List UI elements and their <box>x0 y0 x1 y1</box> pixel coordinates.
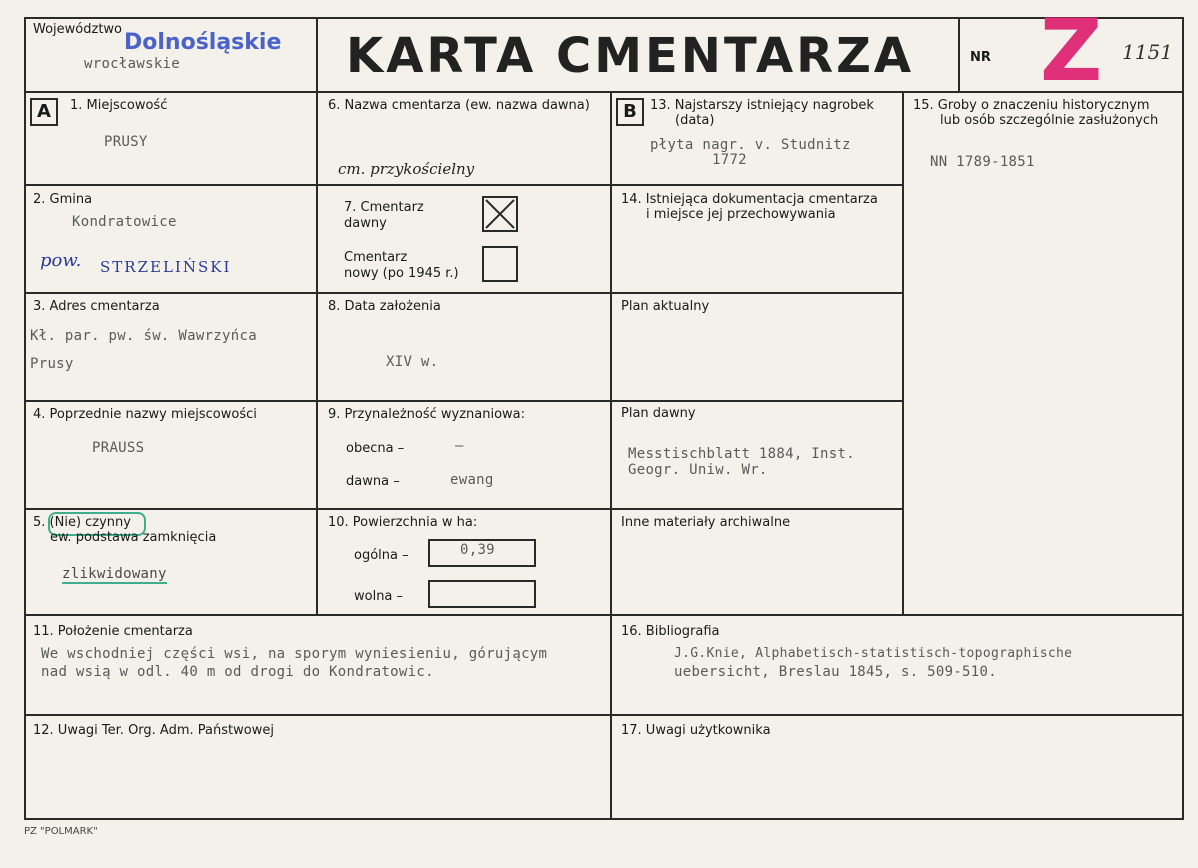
field-7-label: 7. Cmentarz <box>344 200 424 215</box>
field-10-ogolna-label: ogólna – <box>354 548 409 563</box>
field-9-obecna-label: obecna – <box>346 441 405 456</box>
grid-line <box>24 184 614 186</box>
field-16-line1: J.G.Knie, Alphabetisch-statistisch-topographische <box>674 646 1073 661</box>
wolna-field[interactable] <box>428 580 536 608</box>
wojewodztwo-old: wrocławskie <box>84 56 181 72</box>
field-6-label: 6. Nazwa cmentarza (ew. nazwa dawna) <box>328 98 590 113</box>
ogolna-field[interactable] <box>428 539 536 567</box>
grid-line <box>958 17 960 92</box>
ogolna-value: 0,39 <box>460 542 495 558</box>
grid-line <box>316 17 318 614</box>
field-1-value: PRUSY <box>104 134 148 150</box>
field-13-line1: płyta nagr. v. Studnitz <box>650 137 851 153</box>
field-10-label: 10. Powierzchnia w ha: <box>328 515 478 530</box>
nr-label: NR <box>970 50 991 65</box>
field-3-label: 3. Adres cmentarza <box>33 299 160 314</box>
field-4-value: PRAUSS <box>92 440 145 456</box>
field-13-line2: 1772 <box>712 152 747 168</box>
grid-line <box>24 614 1184 616</box>
field-14-label2: i miejsce jej przechowywania <box>646 207 836 222</box>
grid-line <box>24 17 26 820</box>
section-a-tag: A <box>30 98 58 126</box>
grid-line <box>1182 17 1184 820</box>
field-2-value: Kondratowice <box>72 214 177 230</box>
printer-imprint: PZ "POLMARK" <box>24 826 98 837</box>
field-15-label2: lub osób szczególnie zasłużonych <box>940 113 1159 128</box>
field-16-line2: uebersicht, Breslau 1845, s. 509-510. <box>674 664 997 680</box>
field-15-value: NN 1789-1851 <box>930 154 1035 170</box>
dawny-checkbox[interactable] <box>482 196 518 232</box>
field-9-label: 9. Przynależność wyznaniowa: <box>328 407 526 422</box>
field-13-label2: (data) <box>675 113 715 128</box>
field-14-label: 14. Istniejąca dokumentacja cmentarza <box>621 192 878 207</box>
plan-aktualny-label: Plan aktualny <box>621 299 710 314</box>
wojewodztwo-stamp: Dolnośląskie <box>124 30 282 55</box>
nr-letter: Z <box>1040 1 1103 101</box>
grid-line <box>24 508 904 510</box>
field-7-nowy-label: Cmentarz <box>344 250 408 265</box>
field-9-obecna-value: – <box>455 438 464 454</box>
field-5-value: zlikwidowany <box>62 566 167 582</box>
grid-line <box>24 818 1184 820</box>
nowy-checkbox[interactable] <box>482 246 518 282</box>
grid-line <box>610 184 904 186</box>
field-6-value: cm. przykościelny <box>338 160 475 178</box>
field-16-label: 16. Bibliografia <box>621 624 720 639</box>
field-11-line2: nad wsią w odl. 40 m od drogi do Kondratowic. <box>41 664 434 680</box>
grid-line <box>24 714 1184 716</box>
field-8-value: XIV w. <box>386 354 439 370</box>
field-7-dawny: dawny <box>344 216 387 231</box>
field-4-label: 4. Poprzednie nazwy miejscowości <box>33 407 257 422</box>
field-11-label: 11. Położenie cmentarza <box>33 624 193 639</box>
grid-line <box>24 17 1184 19</box>
plan-dawny-label: Plan dawny <box>621 406 696 421</box>
field-11-line1: We wschodniej części wsi, na sporym wyniesieniu, górującym <box>41 646 548 662</box>
field-10-wolna-label: wolna – <box>354 589 404 604</box>
plan-dawny-line1: Messtischblatt 1884, Inst. <box>628 446 855 462</box>
field-12-label: 12. Uwagi Ter. Org. Adm. Państwowej <box>33 723 274 738</box>
grid-line <box>610 91 612 818</box>
field-3-line1: Kł. par. pw. św. Wawrzyńca <box>30 328 257 344</box>
grid-line <box>902 91 904 614</box>
grid-line <box>24 400 904 402</box>
grid-line <box>24 91 1184 93</box>
field-5-sub: ew. podstawa zamknięcia <box>50 530 217 545</box>
checkbox-x-icon <box>484 198 516 230</box>
card-title: KARTA CMENTARZA <box>346 28 915 84</box>
field-2-pow-value: STRZELIŃSKI <box>100 258 232 276</box>
field-15-label: 15. Groby o znaczeniu historycznym <box>913 98 1150 113</box>
field-9-dawna-label: dawna – <box>346 474 400 489</box>
field-7-nowy: nowy (po 1945 r.) <box>344 266 459 281</box>
field-13-label: 13. Najstarszy istniejący nagrobek <box>650 98 874 113</box>
field-3-line2: Prusy <box>30 356 74 372</box>
field-1-label: 1. Miejscowość <box>70 98 168 113</box>
section-b-tag: B <box>616 98 644 126</box>
field-2-pow-prefix: pow. <box>40 250 82 271</box>
field-9-dawna-value: ewang <box>450 472 494 488</box>
field-8-label: 8. Data założenia <box>328 299 441 314</box>
plan-dawny-line2: Geogr. Uniw. Wr. <box>628 462 768 478</box>
wojewodztwo-label: Województwo <box>33 22 123 37</box>
field-17-label: 17. Uwagi użytkownika <box>621 723 771 738</box>
grid-line <box>24 292 904 294</box>
nr-value: 1151 <box>1122 40 1173 64</box>
field-5-label: 5. (Nie) czynny <box>33 515 131 530</box>
field-2-label: 2. Gmina <box>33 192 93 207</box>
inne-materialy-label: Inne materiały archiwalne <box>621 515 791 530</box>
